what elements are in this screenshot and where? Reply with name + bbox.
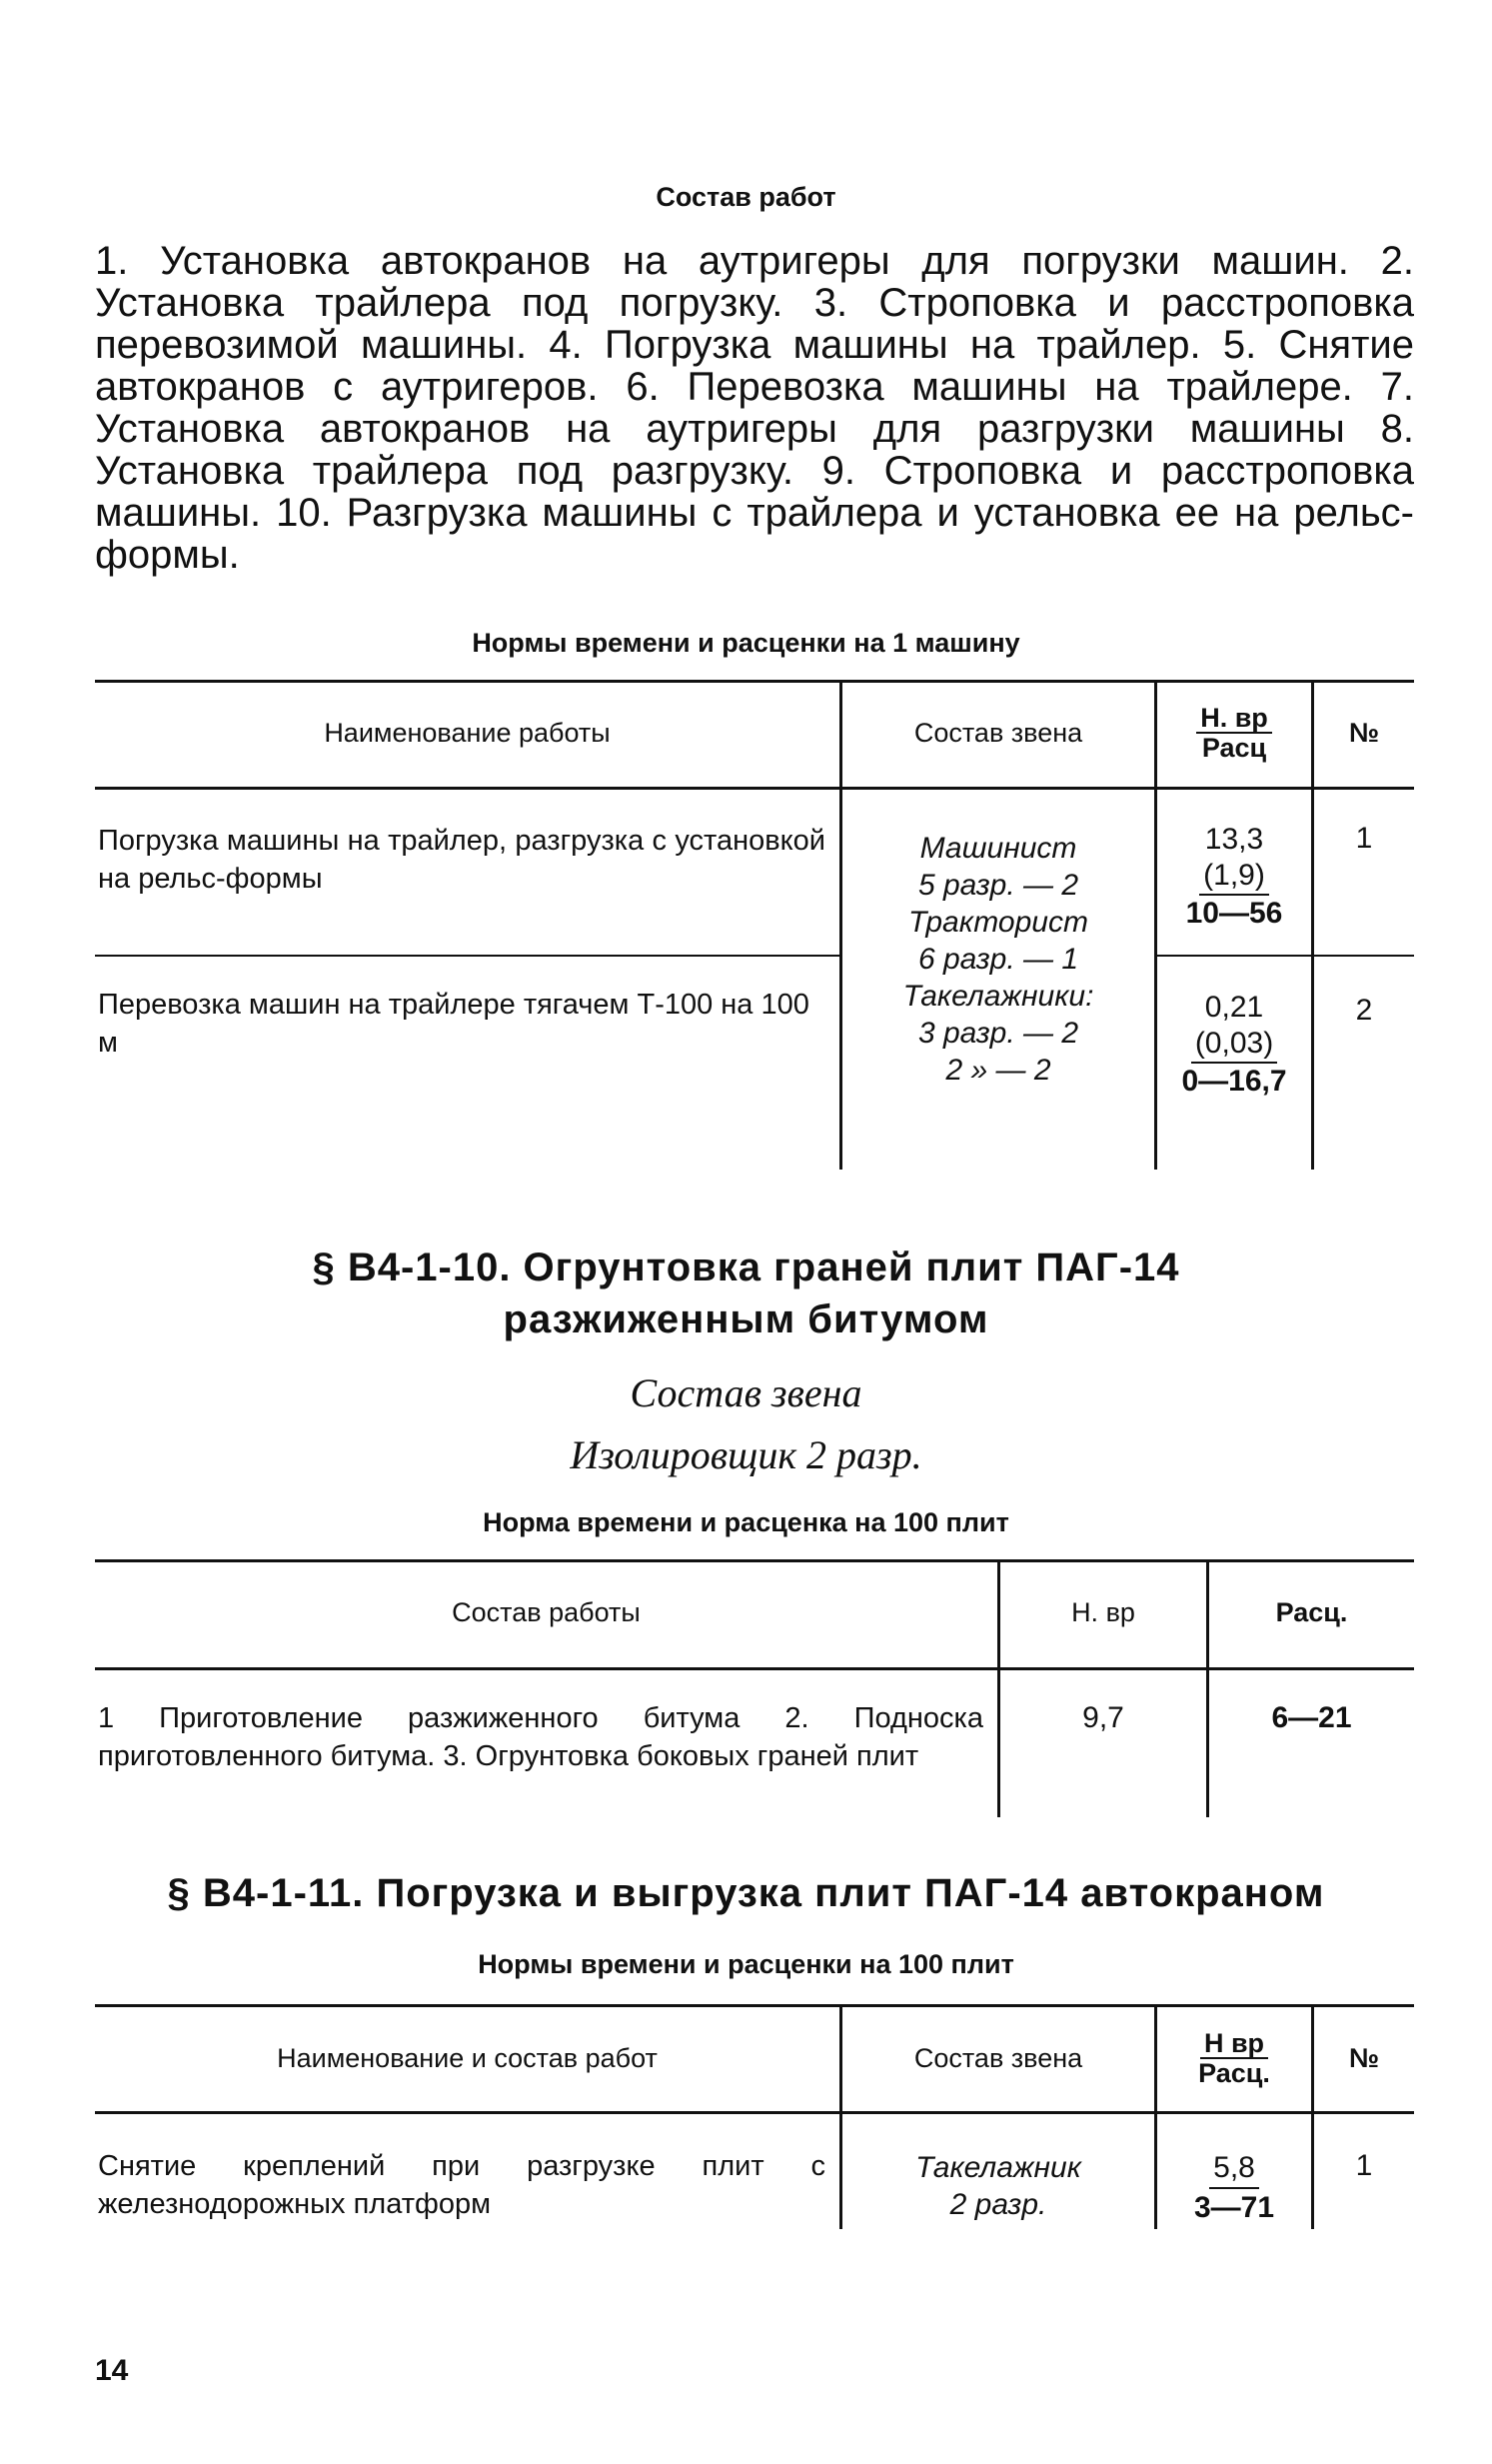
header-rate: Расц. — [1275, 1597, 1348, 1627]
header-norm-rate: Н вр Расц. — [1198, 2028, 1270, 2088]
table3-row-norm: 5,8 3—71 — [1193, 2151, 1275, 2224]
table3-row-crew: Такелажник 2 разр. — [915, 2151, 1081, 2221]
section10-title: § В4-1-10. Огрунтовка граней плит ПАГ-14 разжиженным битумом — [312, 1245, 1180, 1341]
table3-row-name: Снятие креплений при разгрузке плит с железнодорожных платформ — [98, 2150, 825, 2220]
table1-crew: Машинист 5 разр. — 2 Тракторист 6 разр. — 1 Такелажники: 3 разр. — 2 2 » — 2 — [902, 832, 1094, 1087]
header-norm: Н. вр — [1071, 1597, 1135, 1627]
header-work: Состав работы — [452, 1597, 641, 1627]
header-crew: Состав звена — [913, 718, 1083, 748]
header-crew: Состав звена — [913, 2043, 1083, 2073]
table1-row2-norm: 0,21 (0,03) 0—16,7 — [1181, 991, 1287, 1098]
work-composition-text: 1. Установка автокранов на аутригеры для погрузки машин. 2. Установка трайлера под погрузку. 3. Строповка и расстроповка перевозимой машины. 4. Погрузка машины на трайлер. 5. Снятие автокранов с аутригеров. 6. Перевозка машины на трайлере. 7. Установка автокранов на аутригеры для разгрузки машины 8. Установка трайлера под разгрузку. 9. Строповка и расстроповка машины. 10. Разгрузка машины с трайлера и установка ее на рельс-формы. — [95, 239, 1414, 577]
header-work-name: Наименование работы — [324, 718, 611, 748]
table2-row-rate: 6—21 — [1271, 1701, 1352, 1734]
table3-row-number: 1 — [1355, 2149, 1373, 2182]
header-norm-rate: Н. вр Расц — [1157, 704, 1311, 762]
section11-title: § В4-1-11. Погрузка и выгрузка плит ПАГ-14 автокраном — [167, 1871, 1325, 1915]
table2-row-work: 1 Приготовление разжиженного битума 2. Подноска приготовленного битума. 3. Огрунтовка боковых граней плит — [98, 1702, 983, 1772]
section11-caption: Нормы времени и расценки на 100 плит — [478, 1949, 1014, 1979]
table1-row1-number: 1 — [1355, 822, 1373, 855]
table1-row1-name: Погрузка машины на трайлер, разгрузка с установкой на рельс-формы — [98, 825, 825, 895]
header-number: № — [1348, 2043, 1380, 2073]
header-number: № — [1348, 718, 1380, 748]
table1-caption: Нормы времени и расценки на 1 машину — [472, 628, 1020, 658]
section10-composition-value: Изолировщик 2 разр. — [570, 1432, 922, 1477]
table1-row2-name: Перевозка машин на трайлере тягачем Т-100 на 100 м — [98, 989, 809, 1059]
table2-row-norm: 9,7 — [1082, 1701, 1124, 1734]
table1-row1-norm: 13,3 (1,9) 10—56 — [1185, 823, 1283, 930]
header-work-name-composition: Наименование и состав работ — [277, 2043, 658, 2073]
work-composition-heading: Состав работ — [656, 182, 836, 212]
table1-row2-number: 2 — [1355, 994, 1373, 1027]
section10-composition-label: Состав звена — [630, 1370, 862, 1415]
page-number: 14 — [95, 2354, 129, 2387]
section10-caption: Норма времени и расценка на 100 плит — [483, 1507, 1009, 1537]
